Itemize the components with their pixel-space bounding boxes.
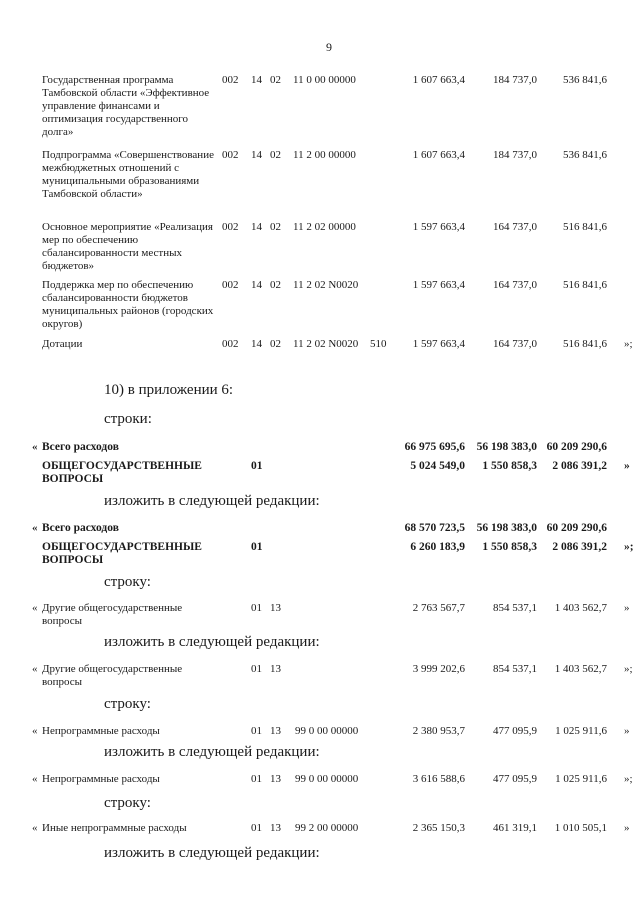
closing-quote: »; xyxy=(624,773,633,785)
target-code: 99 0 00 00000 xyxy=(295,773,359,785)
value-2021: 516 841,6 xyxy=(563,338,607,350)
adm-code: 002 xyxy=(222,279,239,291)
subsection-code: 02 xyxy=(270,74,281,86)
subsection-code: 02 xyxy=(270,338,281,350)
line-label: строку: xyxy=(104,696,151,712)
replace-label: изложить в следующей редакции: xyxy=(104,493,320,509)
subsection-code: 13 xyxy=(270,773,281,785)
target-code: 11 2 02 N0020 xyxy=(293,338,359,350)
adm-code: 002 xyxy=(222,338,239,350)
replace-label: изложить в следующей редакции: xyxy=(104,634,320,650)
value-2020: 164 737,0 xyxy=(493,279,537,291)
section-code: 14 xyxy=(251,74,262,86)
target-code: 99 2 00 00000 xyxy=(295,822,359,834)
adm-code: 002 xyxy=(222,149,239,161)
target-code: 99 0 00 00000 xyxy=(295,725,359,737)
section-code: 01 xyxy=(251,663,262,675)
value-2021: 1 403 562,7 xyxy=(554,663,607,675)
section-code: 01 xyxy=(251,773,262,785)
row-name: ОБЩЕГОСУДАРСТВЕННЫЕ ВОПРОСЫ xyxy=(42,541,202,566)
open-quote: « xyxy=(32,725,38,737)
section-code: 14 xyxy=(251,279,262,291)
row-name: Дотации xyxy=(42,338,83,350)
line-label: строку: xyxy=(104,795,151,811)
row-name: Другие общегосударственные вопросы xyxy=(42,663,183,688)
row-name: Всего расходов xyxy=(42,522,119,534)
adm-code: 002 xyxy=(222,221,239,233)
replace-label: изложить в следующей редакции: xyxy=(104,845,320,861)
value-2019: 1 607 663,4 xyxy=(412,74,465,86)
section-code: 01 xyxy=(251,822,262,834)
value-2021: 1 010 505,1 xyxy=(554,822,607,834)
adm-code: 002 xyxy=(222,74,239,86)
row-name: Другие общегосударственные вопросы xyxy=(42,602,183,627)
row-name: Иные непрограммные расходы xyxy=(42,822,187,834)
value-2019: 6 260 183,9 xyxy=(410,541,465,553)
value-2019: 2 763 567,7 xyxy=(412,602,465,614)
open-quote: « xyxy=(32,773,38,785)
target-code: 11 2 02 00000 xyxy=(293,221,356,233)
target-code: 11 2 02 N0020 xyxy=(293,279,359,291)
value-2021: 536 841,6 xyxy=(563,74,607,86)
value-2020: 56 198 383,0 xyxy=(476,522,537,534)
value-2021: 60 209 290,6 xyxy=(546,441,607,453)
target-code: 11 2 00 00000 xyxy=(293,149,356,161)
value-2020: 56 198 383,0 xyxy=(476,441,537,453)
subsection-code: 02 xyxy=(270,221,281,233)
lines-label: строки: xyxy=(104,411,152,427)
value-2019: 5 024 549,0 xyxy=(410,460,465,472)
section-code: 14 xyxy=(251,149,262,161)
target-code: 11 0 00 00000 xyxy=(293,74,356,86)
value-2021: 1 025 911,6 xyxy=(555,725,607,737)
subsection-code: 13 xyxy=(270,822,281,834)
section-code: 01 xyxy=(251,602,262,614)
closing-quote: » xyxy=(624,822,630,834)
value-2019: 68 570 723,5 xyxy=(404,522,465,534)
value-2019: 2 380 953,7 xyxy=(412,725,465,737)
value-2021: 516 841,6 xyxy=(563,221,607,233)
section-code: 14 xyxy=(251,221,262,233)
section-code: 01 xyxy=(251,541,263,553)
closing-quote: » xyxy=(624,602,630,614)
row-name: Непрограммные расходы xyxy=(42,773,160,785)
value-2020: 461 319,1 xyxy=(493,822,537,834)
value-2020: 1 550 858,3 xyxy=(482,460,537,472)
subsection-code: 02 xyxy=(270,149,281,161)
value-2020: 854 537,1 xyxy=(493,602,537,614)
value-2020: 184 737,0 xyxy=(493,74,537,86)
value-2021: 2 086 391,2 xyxy=(552,460,607,472)
value-2021: 1 403 562,7 xyxy=(554,602,607,614)
row-name: Подпрограмма «Совершенствование межбюджетных отношений с муниципальными образованиями Тамбовской области» xyxy=(42,149,214,200)
row-name: Всего расходов xyxy=(42,441,119,453)
value-2019: 3 616 588,6 xyxy=(412,773,465,785)
closing-quote: » xyxy=(624,460,630,472)
value-2020: 854 537,1 xyxy=(493,663,537,675)
value-2021: 60 209 290,6 xyxy=(546,522,607,534)
replace-label: изложить в следующей редакции: xyxy=(104,744,320,760)
open-quote: « xyxy=(32,822,38,834)
value-2019: 3 999 202,6 xyxy=(412,663,465,675)
value-2021: 1 025 911,6 xyxy=(555,773,607,785)
value-2021: 2 086 391,2 xyxy=(552,541,607,553)
closing-quote: »; xyxy=(624,338,633,350)
value-2019: 1 597 663,4 xyxy=(412,338,465,350)
closing-quote: »; xyxy=(624,663,633,675)
row-name: Государственная программа Тамбовской области «Эффективное управление финансами и оптимизация государственного долга» xyxy=(42,74,210,138)
subsection-code: 13 xyxy=(270,602,281,614)
section-code: 01 xyxy=(251,460,263,472)
value-2021: 536 841,6 xyxy=(563,149,607,161)
row-name: Основное мероприятие «Реализация мер по обеспечению сбалансированности местных бюджетов» xyxy=(42,221,213,272)
item-heading: 10) в приложении 6: xyxy=(104,382,234,398)
value-2020: 477 095,9 xyxy=(493,725,537,737)
section-code: 01 xyxy=(251,725,262,737)
value-2019: 1 597 663,4 xyxy=(412,279,465,291)
closing-quote: » xyxy=(624,725,630,737)
subsection-code: 02 xyxy=(270,279,281,291)
open-quote: « xyxy=(32,441,38,453)
expense-type-code: 510 xyxy=(370,338,387,350)
value-2020: 477 095,9 xyxy=(493,773,537,785)
value-2020: 164 737,0 xyxy=(493,338,537,350)
row-name: Поддержка мер по обеспечению сбалансированности бюджетов муниципальных районов (городских округов) xyxy=(42,279,214,330)
page-number: 9 xyxy=(326,40,332,54)
open-quote: « xyxy=(32,663,38,675)
value-2019: 66 975 695,6 xyxy=(404,441,465,453)
line-label: строку: xyxy=(104,574,151,590)
row-name: Непрограммные расходы xyxy=(42,725,160,737)
value-2020: 164 737,0 xyxy=(493,221,537,233)
open-quote: « xyxy=(32,602,38,614)
value-2019: 2 365 150,3 xyxy=(412,822,465,834)
value-2020: 184 737,0 xyxy=(493,149,537,161)
closing-quote: »; xyxy=(624,541,634,553)
subsection-code: 13 xyxy=(270,725,281,737)
value-2020: 1 550 858,3 xyxy=(482,541,537,553)
value-2019: 1 597 663,4 xyxy=(412,221,465,233)
subsection-code: 13 xyxy=(270,663,281,675)
row-name: ОБЩЕГОСУДАРСТВЕННЫЕ ВОПРОСЫ xyxy=(42,460,202,485)
value-2021: 516 841,6 xyxy=(563,279,607,291)
section-code: 14 xyxy=(251,338,262,350)
value-2019: 1 607 663,4 xyxy=(412,149,465,161)
open-quote: « xyxy=(32,522,38,534)
